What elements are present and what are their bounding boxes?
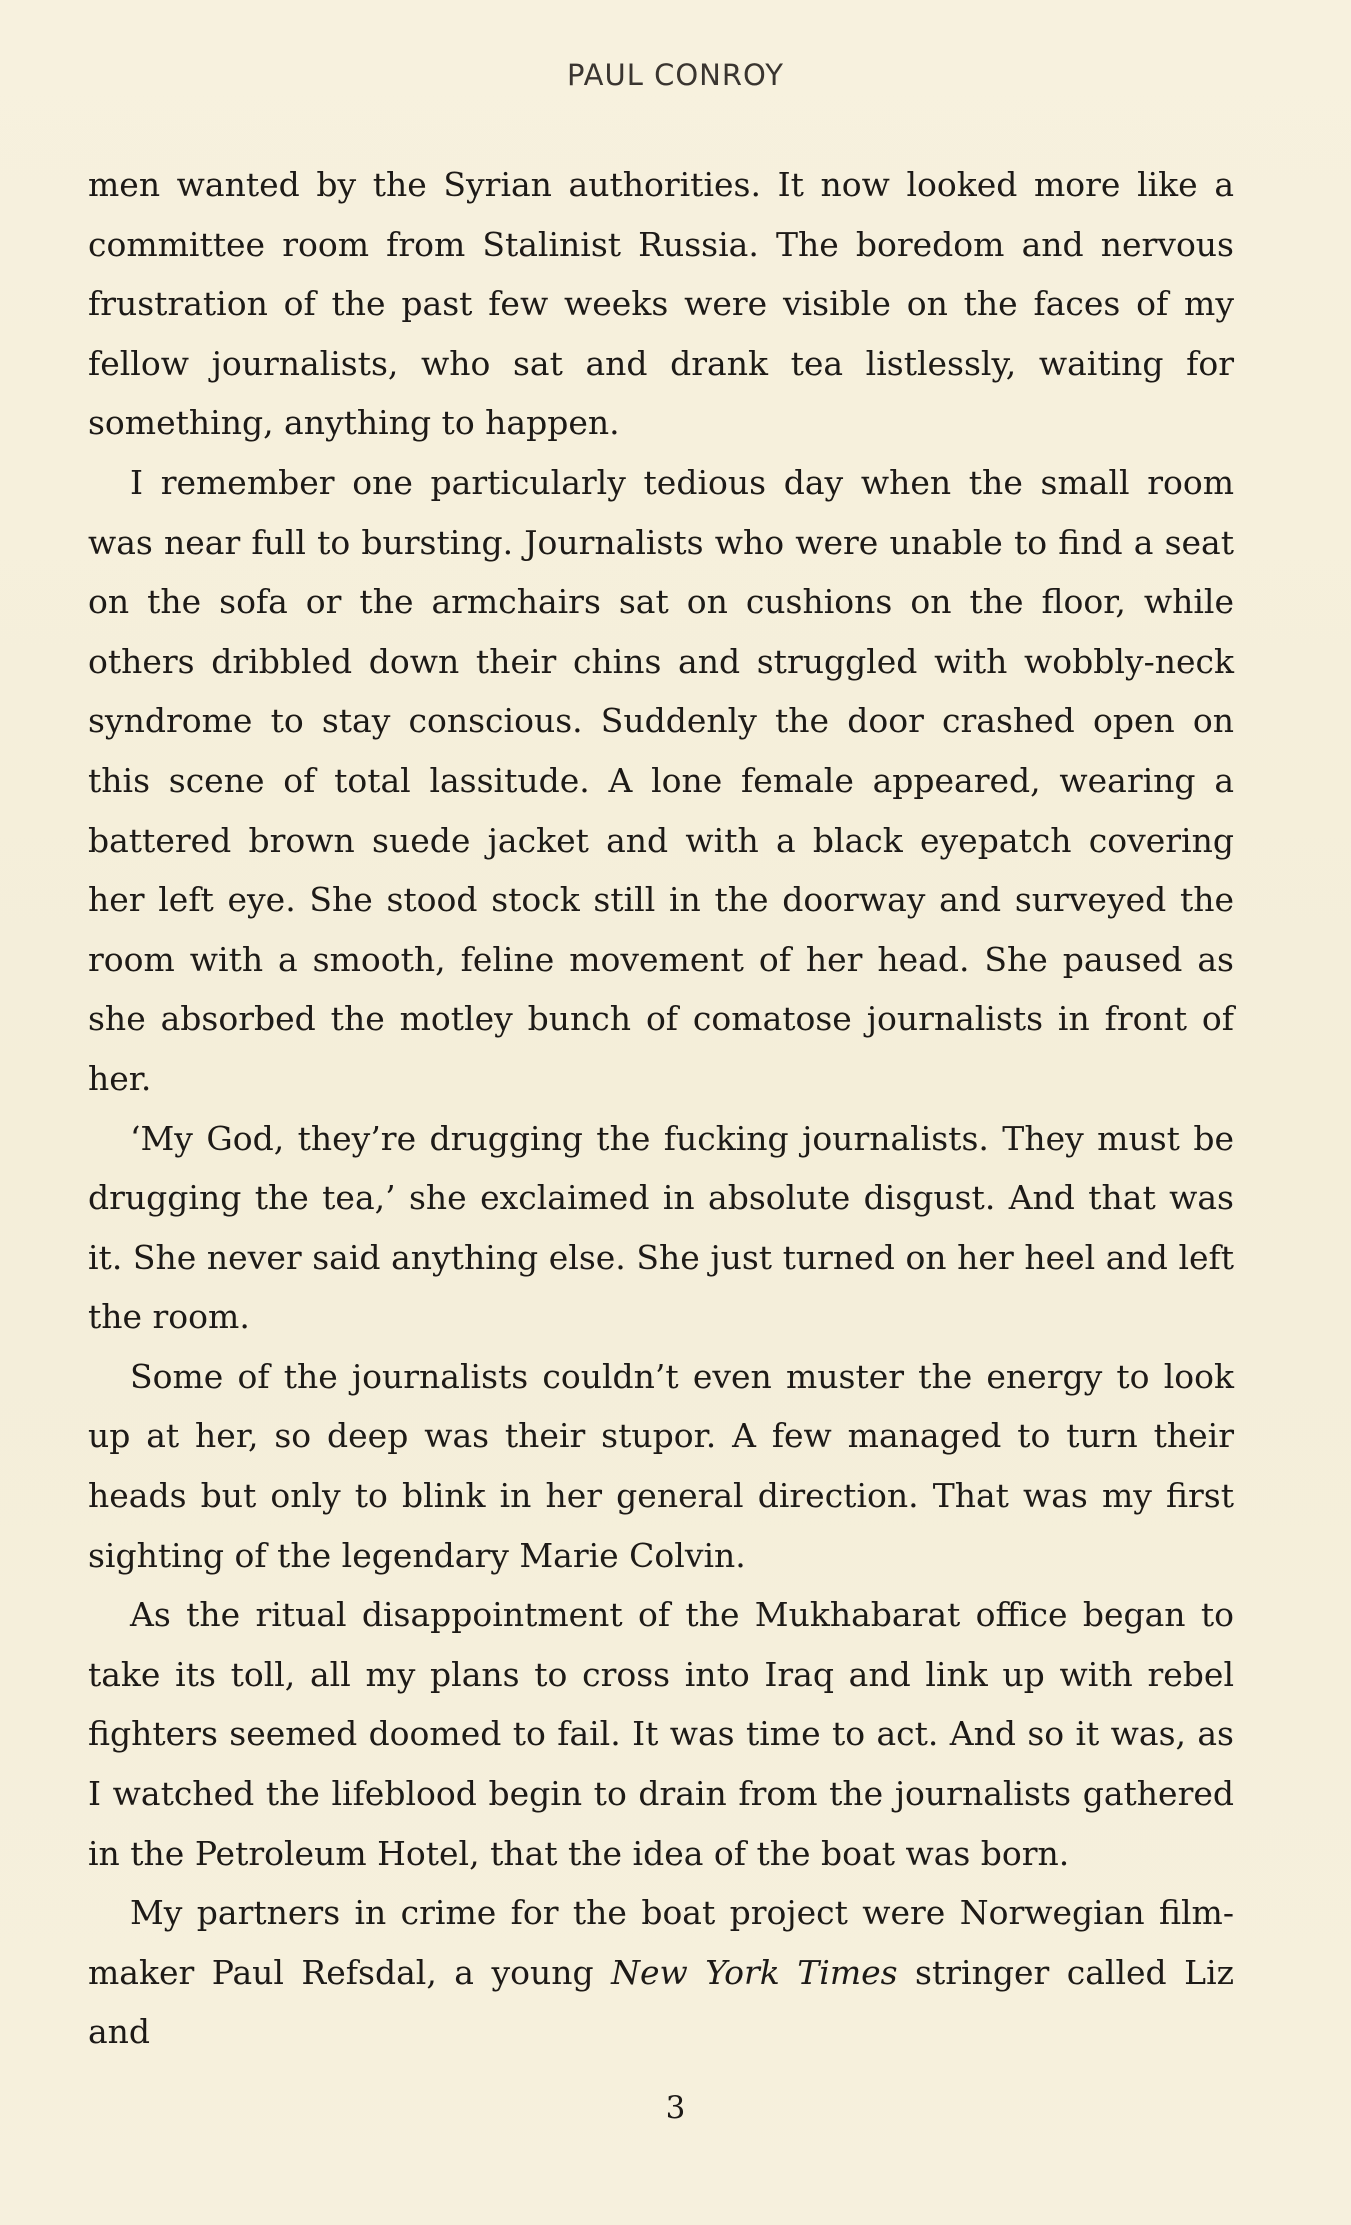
paragraph-6 (88, 1883, 1234, 2062)
paragraph-3: ‘My God, they’re drugging the fucking journalists. They must be drugging the tea,’ she exclaimed in absolute disgust. And that was it. She never said anything else. She just turned on her heel and left the room. (88, 1118, 1234, 1337)
paragraph-5: As the ritual disappointment of the Mukhabarat office began to take its toll, all my plans to cross into Iraq and link up with rebel fighters seemed doomed to fail. It was time to act. And so it was, as I watched the lifeblood begin to drain from the journalists gathered in the Petroleum Hotel, that the idea of the boat was born. (88, 1595, 1234, 1873)
paragraph-4: Some of the journalists couldn’t even muster the energy to look up at her, so deep was their stupor. A few managed to turn their heads but only to blink in her general direction. That was my first sighting of the legendary Marie Colvin. (88, 1356, 1234, 1575)
paragraph-6-end: stringer called Liz and (88, 1952, 1235, 2052)
paragraph-6-start: My partners in crime for the boat project were Norwegian filmmaker Paul Refsdal, a young (88, 1893, 1234, 1992)
body-text (88, 155, 1234, 2062)
page-number: 3 (665, 2090, 686, 2126)
running-head: PAUL CONROY (567, 58, 784, 92)
paragraph-2: I remember one particularly tedious day when the small room was near full to bursting. Journalists who were unable to find a seat on the sofa or the armchairs sat on cushions on the floor, while others dribbled down their chins and struggled with wobbly-neck syndrome to stay conscious. Suddenly the door crashed open on this scene of total lassitude. A lone female appeared, wearing a battered brown suede jacket and with a black eyepatch covering her left eye. She stood stock still in the doorway and surveyed the room with a smooth, feline movement of her head. She paused as she absorbed the motley bunch of comatose journalists in front of her. (88, 462, 1234, 1098)
publication-title: New York Times (611, 1952, 898, 1992)
paragraph-1: men wanted by the Syrian authorities. It now looked more like a committee room from Stalinist Russia. The boredom and nervous frustration of the past few weeks were visible on the faces of my fellow journalists, who sat and drank tea listlessly, waiting for something, anything to happen. (88, 165, 1234, 443)
